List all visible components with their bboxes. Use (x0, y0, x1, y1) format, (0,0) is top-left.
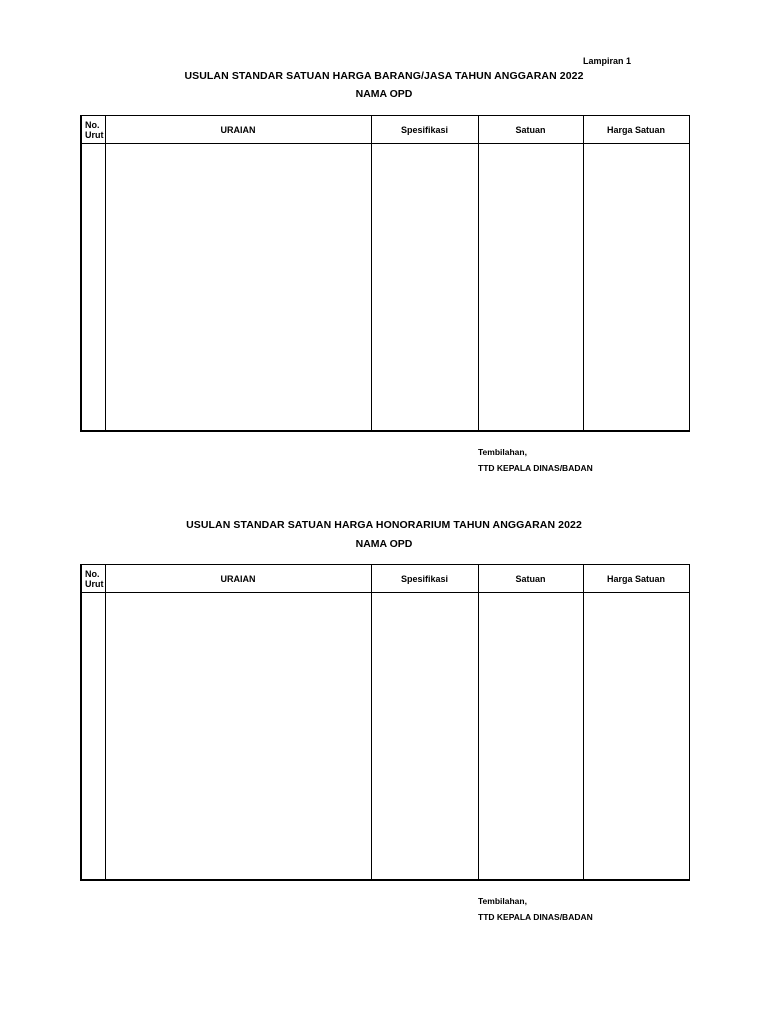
cell-no-urut[interactable] (81, 144, 105, 432)
section-1-signer: TTD KEPALA DINAS/BADAN (478, 463, 593, 473)
section-1-subtitle: NAMA OPD (355, 88, 413, 100)
col-no-urut: No. Urut (81, 116, 105, 144)
col-uraian: URAIAN (105, 565, 371, 593)
col-spesifikasi: Spesifikasi (371, 116, 478, 144)
lampiran-label: Lampiran 1 (583, 56, 632, 66)
section-2-subtitle: NAMA OPD (355, 538, 413, 550)
col-satuan: Satuan (478, 116, 583, 144)
table-header-row (81, 116, 689, 144)
cell-no-urut[interactable] (81, 593, 105, 881)
section-1-table (80, 115, 690, 432)
section-1-title: USULAN STANDAR SATUAN HARGA BARANG/JASA TAHUN ANGGARAN 2022 (184, 70, 584, 82)
table-body-row (81, 144, 689, 432)
col-spesifikasi: Spesifikasi (371, 565, 478, 593)
col-satuan: Satuan (478, 565, 583, 593)
cell-spesifikasi[interactable] (371, 144, 478, 432)
table-header-row (81, 565, 689, 593)
cell-spesifikasi[interactable] (371, 593, 478, 881)
cell-uraian[interactable] (105, 593, 371, 881)
cell-satuan[interactable] (478, 593, 583, 881)
cell-uraian[interactable] (105, 144, 371, 432)
cell-harga-satuan[interactable] (583, 144, 689, 432)
section-2-table (80, 564, 690, 881)
col-harga-satuan: Harga Satuan (583, 565, 689, 593)
col-harga-satuan: Harga Satuan (583, 116, 689, 144)
section-2-place: Tembilahan, (478, 896, 527, 906)
cell-satuan[interactable] (478, 144, 583, 432)
section-2-title: USULAN STANDAR SATUAN HARGA HONORARIUM TAHUN ANGGARAN 2022 (186, 519, 582, 531)
col-uraian: URAIAN (105, 116, 371, 144)
table-body-row (81, 593, 689, 881)
section-2-signer: TTD KEPALA DINAS/BADAN (478, 912, 593, 922)
cell-harga-satuan[interactable] (583, 593, 689, 881)
section-1-place: Tembilahan, (478, 447, 527, 457)
col-no-urut: No. Urut (81, 565, 105, 593)
